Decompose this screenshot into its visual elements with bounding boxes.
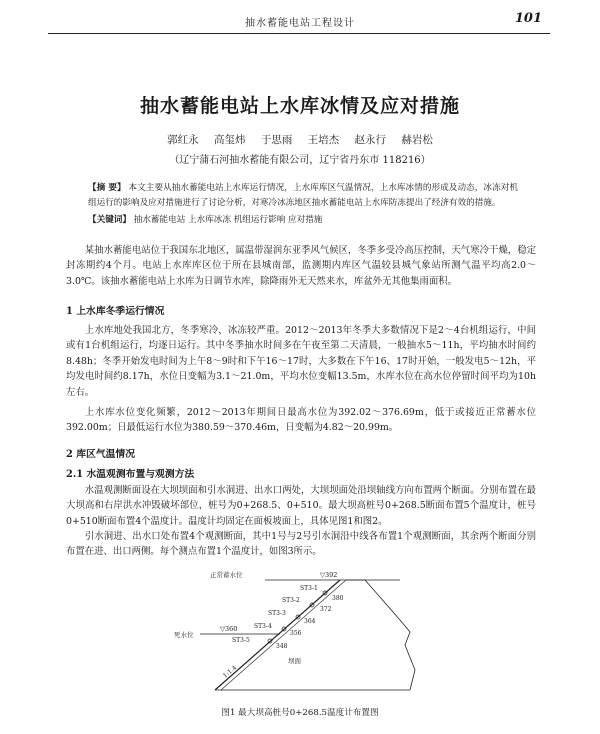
figure-1-caption: 图1 最大坝高桩号0+268.5温度计布置图 <box>221 708 379 718</box>
keywords <box>88 213 518 228</box>
sensor-name: ST3-4 <box>254 623 272 630</box>
dead-level-value: ▽360 <box>220 625 238 633</box>
intro-paragraph: 某抽水蓄能电站位于我国东北地区，属温带湿润东亚季风气候区，冬季多受冷高压控制，天气寒冷干燥，稳定封冻期约4个月。电站上水库库区位于所在县城南部，监测期内库区气温较县城气象站所测气温平均高2.0～3.0℃。该抽水蓄能电站上水库为日调节水库，除降雨外无天然来水，库盆外无其他集雨面积。 <box>66 245 536 287</box>
normal-level-label: 正常蓄水位 <box>210 571 243 579</box>
affiliation: （辽宁蒲石河抽水蓄能有限公司，辽宁省丹东市 118216） <box>169 155 431 166</box>
sensor-elevation: 356 <box>290 630 302 637</box>
abstract <box>88 181 518 211</box>
sensor-name: ST3-1 <box>300 585 318 592</box>
journal-name: 抽水蓄能电站工程设计 <box>245 18 355 29</box>
sensor-name: ST3-3 <box>268 610 286 617</box>
sensor-elevation: 364 <box>304 618 316 625</box>
running-header <box>0 10 600 32</box>
section-1-heading: 1 上水库冬季运行情况 <box>66 306 165 317</box>
section-2-paragraph-2: 引水洞进、出水口处布置4个观测断面，其中1号与2号引水洞沿中线各布置1个观测断面，其余两个断面分别布置在进、出口两侧。每个测点布置1个温度计，如图3所示。 <box>66 531 536 558</box>
header-divider <box>48 33 550 34</box>
normal-level-value: ▽392 <box>320 571 338 579</box>
sensor-name: ST3-2 <box>282 597 300 604</box>
keywords-label: 【关键词】 <box>88 215 131 225</box>
keywords-text: 抽水蓄能电站 上水库冰冻 机组运行影响 应对措施 <box>133 215 323 225</box>
slope-ratio-label: 1:1.4 <box>221 664 239 680</box>
section-1-paragraph-1: 上水库地处我国北方，冬季寒冷，冰冻较严重。2012～2013年冬季大多数情况下是2～4台机组运行，中间或有1台机组运行，均逐日运行。其中冬季抽水时间多在午夜至第二天清晨，一般抽水5～11h，平均抽水时间约8.48h；冬季开始发电时间为上午8～9时和下午16～17时，大多数在下午16、17时开始，一般发电5～12h，平均发电时间约8.17h，水位日变幅为3.1～21.0m，平均水位变幅13.5m，水库水位在高水位停留时间平均为10h左右。 <box>66 325 536 398</box>
section-2-heading: 2 库区气温情况 <box>66 449 136 460</box>
sensor-name: ST3-5 <box>232 637 250 644</box>
abstract-label: 【摘 要】 <box>88 183 126 193</box>
dead-level-label: 死水位 <box>174 631 194 639</box>
section-2-1-heading: 2.1 水温观测布置与观测方法 <box>66 469 195 480</box>
section-2-paragraph-1: 水温观测断面设在大坝坝面和引水洞进、出水口两处，大坝坝面处沿坝轴线方向布置两个断面。分别布置在最大坝高和右岸洪水冲毁破坏部位，桩号为0+268.5、0+510。最大坝高桩号0+268.5断面布置5个温度计，桩号0+510断面布置4个温度计。温度计均固定在面板坡面上，具体见图1和图2。 <box>66 485 536 527</box>
paper-title: 抽水蓄能电站上水库冰情及应对措施 <box>139 95 460 117</box>
sensor-elevation: 348 <box>276 643 288 650</box>
embankment-outline <box>346 580 415 690</box>
abstract-text: 本文主要从抽水蓄能电站上水库运行情况，上水库库区气温情况，上水库冰情的形成及动态，冰冻对机组运行的影响及应对措施进行了讨论分析，对寒冷冰冻地区抽水蓄能电站上水库防冻提出了经济有效的措施。 <box>88 183 518 208</box>
sensor-elevation: 372 <box>320 606 332 613</box>
section-1-paragraph-2: 上水库水位变化频繁，2012～2013年期间日最高水位为392.02～376.69m，低于或接近正常蓄水位392.00m；日最低运行水位为380.59～370.46m，日变幅为4.82～20.99m。 <box>66 407 536 434</box>
thermometer-layout-diagram <box>160 560 480 700</box>
sensor-elevation: 380 <box>332 595 344 602</box>
page-number: 101 <box>514 11 542 26</box>
figure-1 <box>160 560 480 700</box>
dam-face-slope <box>215 580 340 690</box>
crest-label: 坝面 <box>288 657 301 665</box>
author-list: 郭红永 高玺炜 于思雨 王培杰 赵永行 赫岩松 <box>167 134 433 146</box>
